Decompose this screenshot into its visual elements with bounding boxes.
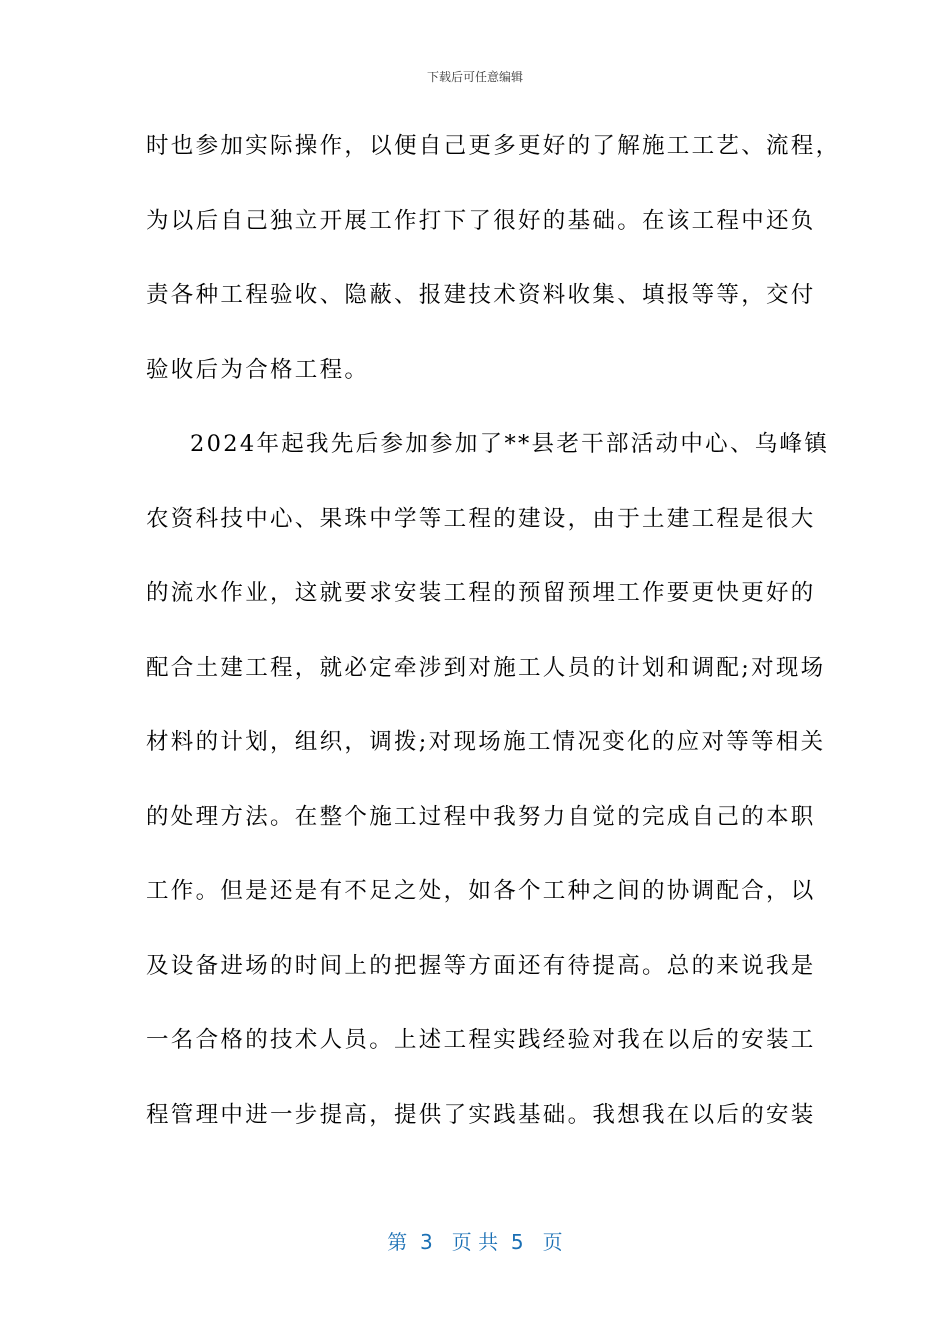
header-note: 下载后可任意编辑 [426,70,523,84]
body-line: 为以后自己独立开展工作打下了很好的基础。在该工程中还负 [146,207,816,234]
body-line: 程管理中进一步提高，提供了实践基础。我想我在以后的安装 [146,1101,816,1128]
paragraph-start-line: 2024年起我先后参加参加了**县老干部活动中心、乌峰镇 [190,431,830,457]
body-line: 验收后为合格工程。 [146,356,370,383]
body-line: 责各种工程验收、隐蔽、报建技术资料收集、填报等等，交付 [146,282,816,308]
body-line: 配合土建工程，就必定牵涉到对施工人员的计划和调配;对现场 [146,654,826,681]
body-line: 材料的计划，组织，调拨;对现场施工情况变化的应对等等相关 [146,729,826,755]
page-number-footer: 第 3 页 共 5 页 [387,1230,563,1254]
body-line: 农资科技中心、果珠中学等工程的建设，由于土建工程是很大 [146,505,816,532]
body-line: 工作。但是还是有不足之处，如各个工种之间的协调配合，以 [146,878,816,904]
body-line: 一名合格的技术人员。上述工程实践经验对我在以后的安装工 [146,1027,816,1053]
body-line: 的流水作业，这就要求安装工程的预留预埋工作要更快更好的 [146,580,816,606]
document-body [146,118,841,1161]
body-line: 时也参加实际操作，以便自己更多更好的了解施工工艺、流程， [146,133,841,159]
body-line: 及设备进场的时间上的把握等方面还有待提高。总的来说我是 [146,952,816,979]
body-line: 的处理方法。在整个施工过程中我努力自觉的完成自己的本职 [146,803,816,830]
